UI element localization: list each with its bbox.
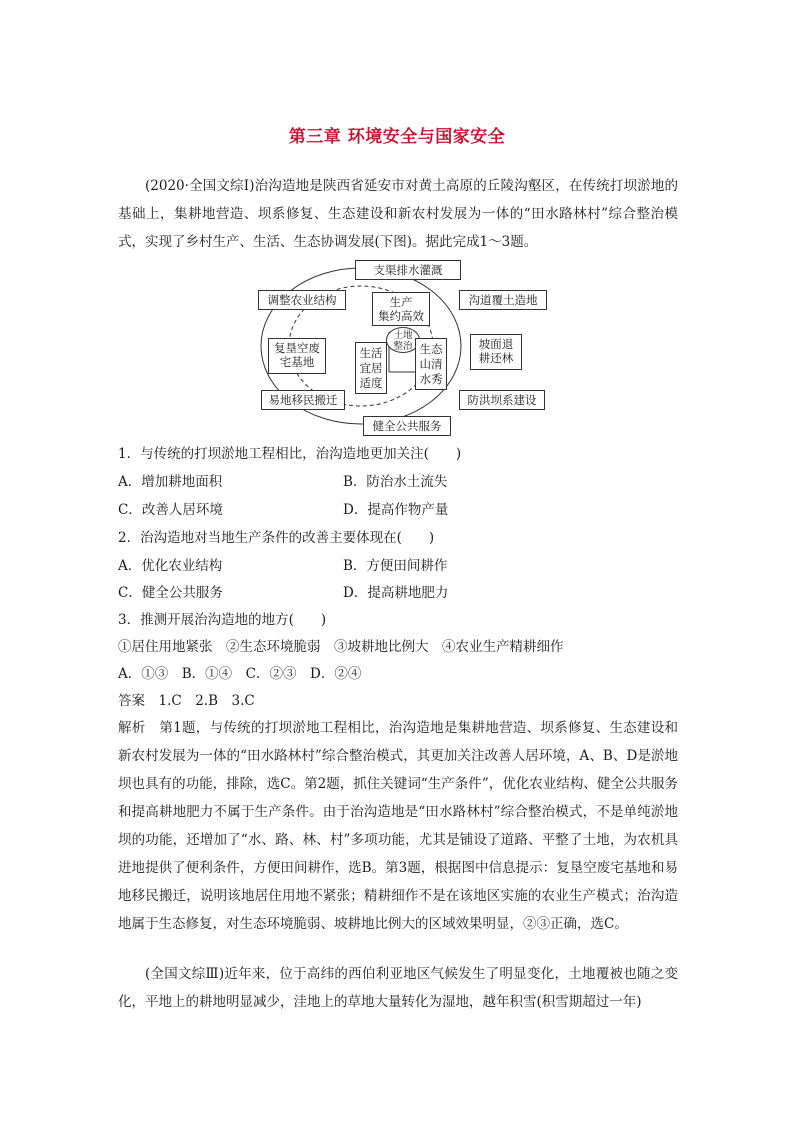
box-left-line1: 复垦空废 xyxy=(274,341,320,355)
box-bottom-right: 防洪坝系建设 xyxy=(459,390,545,410)
center-line1: 土地 xyxy=(393,330,413,341)
box-center-living xyxy=(355,342,387,394)
question-2-option-a: A．优化农业结构 xyxy=(118,558,223,574)
living-line1: 生活 xyxy=(359,346,383,360)
box-right xyxy=(470,334,522,370)
answer-line: 答案 1.C 2.B 3.C xyxy=(118,693,255,709)
land-consolidation-diagram xyxy=(255,254,555,440)
next-question-paragraph: (全国文综Ⅲ)近年来，位于高纬的西伯利亚地区气候发生了明显变化，土地覆被也随之变化，平地上的耕地明显减少，洼地上的草地大量转化为湿地，越年积雪(积雪期超过一年) xyxy=(118,966,678,1010)
box-left-line2: 宅基地 xyxy=(279,355,315,369)
box-left xyxy=(268,338,326,374)
box-bottom-left: 易地移民搬迁 xyxy=(261,390,345,410)
question-1-stem: 1．与传统的打坝淤地工程相比，治沟造地更加关注( ) xyxy=(118,446,462,462)
question-1-option-a: A．增加耕地面积 xyxy=(118,474,223,490)
question-1-option-c: C．改善人居环境 xyxy=(118,502,223,518)
box-top-right: 沟道覆土造地 xyxy=(459,290,547,310)
question-2-option-d: D．提高耕地肥力 xyxy=(343,585,449,601)
box-center-ecology xyxy=(415,338,447,390)
center-line2: 整治 xyxy=(393,341,413,352)
production-line2: 集约高效 xyxy=(378,309,424,323)
question-3-items: ①居住用地紧张 ②生态环境脆弱 ③坡耕地比例大 ④农业生产精耕细作 xyxy=(118,639,564,655)
intro-paragraph: (2020·全国文综Ⅰ)治沟造地是陕西省延安市对黄土高原的丘陵沟壑区，在传统打坝淤地的基础上，集耕地营造、坝系修复、生态建设和新农村发展为一体的“田水路林村”综合整治模式，实现了乡村生产、生活、生态协调发展(下图)。据此完成1～3题。 xyxy=(118,178,678,250)
box-right-line1: 坡面退 xyxy=(478,337,514,351)
box-center-production xyxy=(372,292,430,326)
question-2-stem: 2．治沟造地对当地生产条件的改善主要体现在( ) xyxy=(118,530,435,546)
question-1-option-d: D．提高作物产量 xyxy=(343,502,449,518)
box-bottom: 健全公共服务 xyxy=(363,416,451,436)
ecology-line3: 水秀 xyxy=(419,372,443,386)
ecology-line1: 生态 xyxy=(419,342,443,356)
production-line1: 生产 xyxy=(389,295,413,309)
box-top: 支渠排水灌溉 xyxy=(355,260,461,280)
question-3-stem: 3．推测开展治沟造地的地方( ) xyxy=(118,612,327,628)
question-2-option-c: C．健全公共服务 xyxy=(118,585,223,601)
question-1-option-b: B．防治水土流失 xyxy=(343,474,448,490)
living-line2: 宜居 xyxy=(359,361,383,375)
chapter-title: 第三章 环境安全与国家安全 xyxy=(288,127,506,147)
question-2-option-b: B．方便田间耕作 xyxy=(343,558,448,574)
box-right-line2: 耕还林 xyxy=(478,351,514,365)
living-line3: 适度 xyxy=(359,376,383,390)
box-top-left: 调整农业结构 xyxy=(258,290,346,310)
question-3-options: A．①③ B．①④ C．②③ D．②④ xyxy=(118,666,362,682)
ecology-line2: 山清 xyxy=(419,357,443,371)
analysis-paragraph: 解析 第1题，与传统的打坝淤地工程相比，治沟造地是集耕地营造、坝系修复、生态建设和新农村发展为一体的“田水路林村”综合整治模式，其更加关注改善人居环境，A、B、D是淤地坝也具有的功能，排除，选C。第2题，抓住关键词“生产条件”，优化农业结构、健全公共服务和提高耕地肥力不属于生产条件。由于治沟造地是“田水路林村”综合整治模式，不是单纯淤地坝的功能，还增加了“水、路、林、村”多项功能，尤其是铺设了道路、平整了土地，为农机具进地提供了便利条件，方便田间耕作，选B。第3题，根据图中信息提示：复垦空废宅基地和易地移民搬迁，说明该地居住用地不紧张；精耕细作不是在该地区实施的农业生产模式；治沟造地属于生态修复，对生态环境脆弱、坡耕地比例大的区域效果明显，②③正确，选C。 xyxy=(118,720,678,932)
